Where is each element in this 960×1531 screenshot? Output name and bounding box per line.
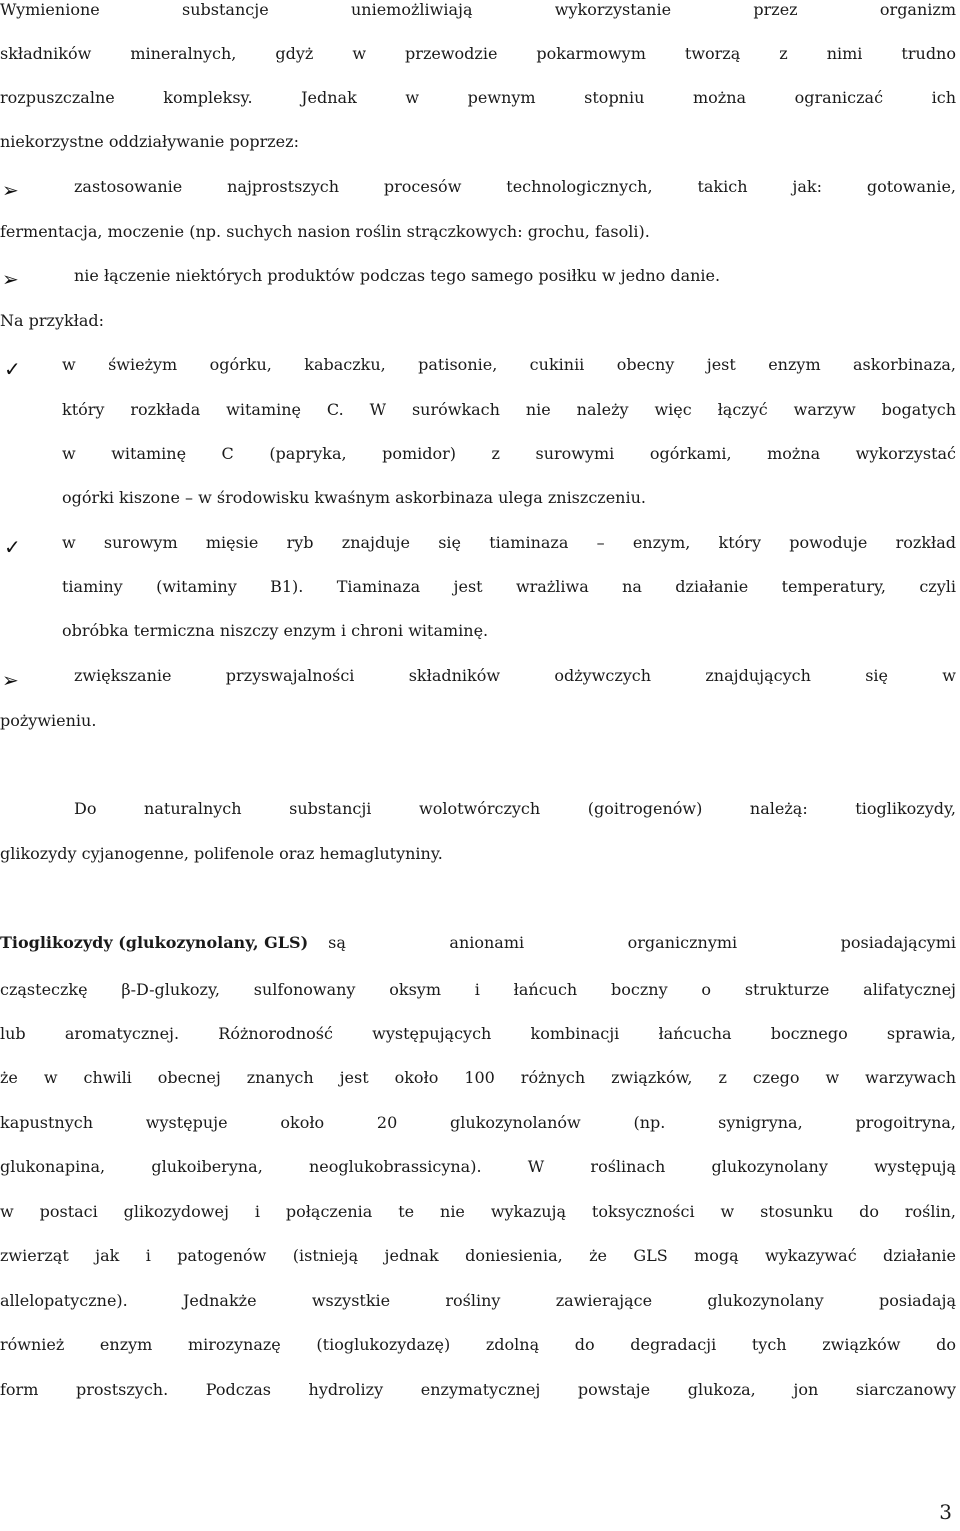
check-1-line-3: w witaminę C (papryka, pomidor) z surowymi ogórkami, można wykorzystać bbox=[62, 444, 956, 463]
intro-line-3: rozpuszczalne kompleksy. Jednak w pewnym stopniu można ograniczać ich bbox=[0, 88, 956, 107]
goitrogens-line-1: Do naturalnych substancji wolotwórczych (goitrogenów) należą: tioglikozydy, bbox=[74, 799, 956, 818]
check-2-line-1: w surowym mięsie ryb znajduje się tiaminaza – enzym, który powoduje rozkład bbox=[62, 533, 956, 552]
thioglycosides-line-1-rest: są anionami organicznymi posiadającymi bbox=[328, 933, 956, 952]
page-number: 3 bbox=[939, 1500, 952, 1524]
intro-line-1: Wymienione substancje uniemożliwiają wykorzystanie przez organizm bbox=[0, 0, 956, 19]
bullet-1-line-2: fermentacja, moczenie (np. suchych nasion roślin strączkowych: grochu, fasoli). bbox=[0, 222, 650, 241]
thioglycosides-line-4: że w chwili obecnej znanych jest około 100 różnych związków, z czego w warzywach bbox=[0, 1068, 956, 1087]
thioglycosides-line-11: form prostszych. Podczas hydrolizy enzymatycznej powstaje glukoza, jon siarczanowy bbox=[0, 1380, 956, 1399]
thioglycosides-line-2: cząsteczkę β-D-glukozy, sulfonowany oksym i łańcuch boczny o strukturze alifatycznej bbox=[0, 980, 956, 999]
checkmark-bullet-icon: ✓ bbox=[4, 357, 21, 381]
arrowhead-bullet-icon: ➢ bbox=[2, 178, 19, 202]
thioglycosides-term: Tioglikozydy (glukozynolany, GLS) bbox=[0, 933, 309, 952]
bullet-3-line-1: zwiększanie przyswajalności składników odżywczych znajdujących się w bbox=[74, 666, 956, 685]
bullet-2-line-2: Na przykład: bbox=[0, 311, 105, 330]
arrowhead-bullet-icon: ➢ bbox=[2, 668, 19, 692]
check-1-line-2: który rozkłada witaminę C. W surówkach nie należy więc łączyć warzyw bogatych bbox=[62, 400, 956, 419]
thioglycosides-line-6: glukonapina, glukoiberyna, neoglukobrassicyna). W roślinach glukozynolany występują bbox=[0, 1157, 956, 1176]
bullet-3-line-2: pożywieniu. bbox=[0, 711, 97, 730]
check-2-line-3: obróbka termiczna niszczy enzym i chroni witaminę. bbox=[62, 621, 489, 640]
check-2-line-2: tiaminy (witaminy B1). Tiaminaza jest wrażliwa na działanie temperatury, czyli bbox=[62, 577, 956, 596]
thioglycosides-line-7: w postaci glikozydowej i połączenia te nie wykazują toksyczności w stosunku do roślin, bbox=[0, 1202, 956, 1221]
intro-line-2: składników mineralnych, gdyż w przewodzie pokarmowym tworzą z nimi trudno bbox=[0, 44, 956, 63]
bullet-2-line-1: nie łączenie niektórych produktów podczas tego samego posiłku w jedno danie. bbox=[74, 266, 721, 285]
thioglycosides-line-3: lub aromatycznej. Różnorodność występujących kombinacji łańcucha bocznego sprawia, bbox=[0, 1024, 956, 1043]
goitrogens-line-2: glikozydy cyjanogenne, polifenole oraz hemaglutyniny. bbox=[0, 844, 443, 863]
bullet-1-line-1: zastosowanie najprostszych procesów technologicznych, takich jak: gotowanie, bbox=[74, 177, 956, 196]
check-1-line-4: ogórki kiszone – w środowisku kwaśnym askorbinaza ulega zniszczeniu. bbox=[62, 488, 646, 507]
arrowhead-bullet-icon: ➢ bbox=[2, 267, 19, 291]
check-1-line-1: w świeżym ogórku, kabaczku, patisonie, cukinii obecny jest enzym askorbinaza, bbox=[62, 355, 956, 374]
checkmark-bullet-icon: ✓ bbox=[4, 535, 21, 559]
thioglycosides-line-1 bbox=[0, 933, 956, 952]
thioglycosides-line-10: również enzym mirozynazę (tioglukozydazę) zdolną do degradacji tych związków do bbox=[0, 1335, 956, 1354]
thioglycosides-line-8: zwierząt jak i patogenów (istnieją jednak doniesienia, że GLS mogą wykazywać działanie bbox=[0, 1246, 956, 1265]
intro-line-4: niekorzystne oddziaływanie poprzez: bbox=[0, 132, 299, 151]
thioglycosides-line-9: allelopatyczne). Jednakże wszystkie rośliny zawierające glukozynolany posiadają bbox=[0, 1291, 956, 1310]
thioglycosides-line-5: kapustnych występuje około 20 glukozynolanów (np. synigryna, progoitryna, bbox=[0, 1113, 956, 1132]
